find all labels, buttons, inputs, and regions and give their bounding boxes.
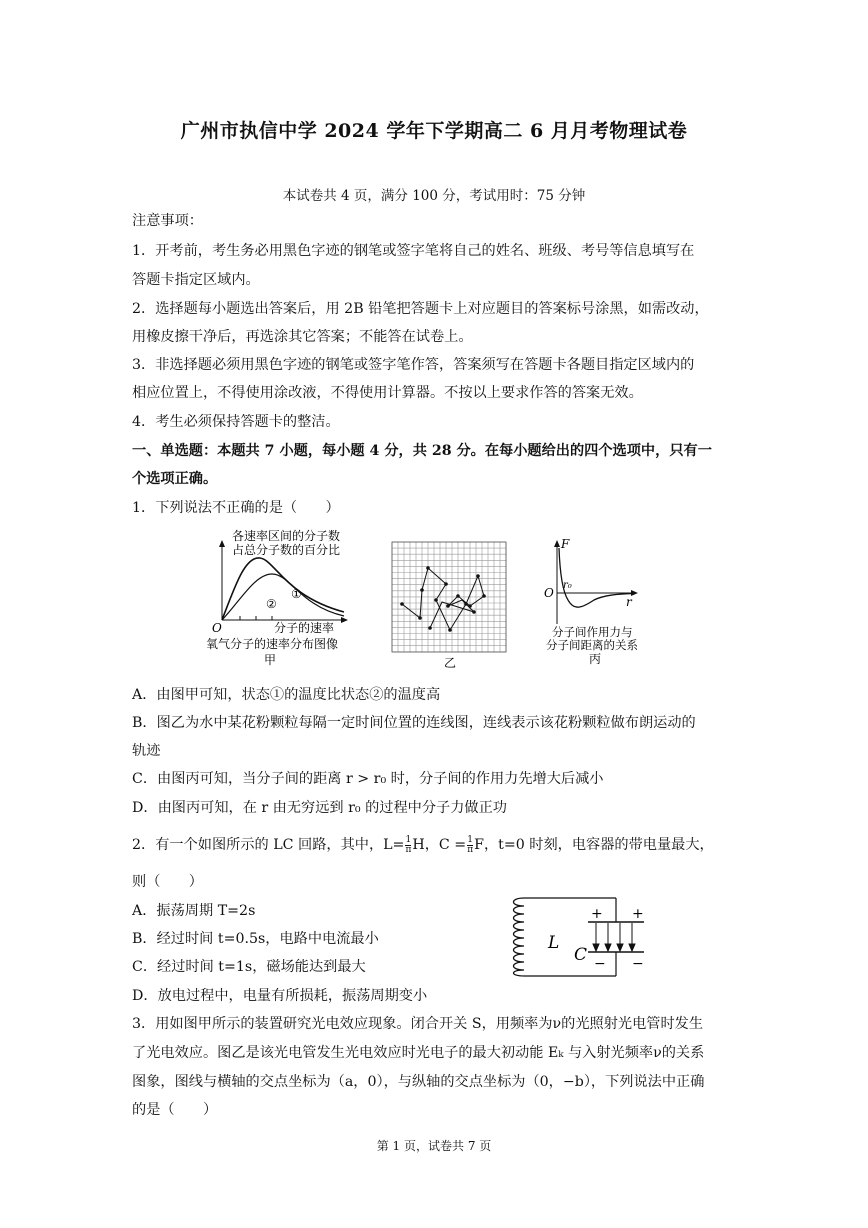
q1-option-b: B．图乙为水中某花粉颗粒每隔一定时间位置的连线图，连线表示该花粉颗粒做布朗运动的	[132, 715, 696, 731]
exam-subtitle: 本试卷共 4 页，满分 100 分，考试用时：75 分钟	[282, 188, 586, 204]
bing-caption: 分子间作用力与	[552, 625, 633, 639]
fraction-l: $\frac{1}{\pi}$	[405, 834, 412, 855]
inductor-label: L	[548, 933, 560, 953]
notice-line: 3．非选择题必须用黑色字迹的钢笔或签字笔作答，答案须写在答题卡各题目指定区域内的	[132, 357, 695, 373]
notice-line: 2．选择题每小题选出答案后，用 2B 铅笔把答题卡上对应题目的答案标号涂黑，如需改动，	[132, 301, 709, 317]
notice-line: 1．开考前，考生务必用黑色字迹的钢笔或签字笔将自己的姓名、班级、考号等信息填写在	[132, 243, 695, 259]
figure-lc-circuit	[506, 892, 662, 984]
brownian-path	[402, 568, 484, 630]
figure-bing-force-distance	[538, 536, 658, 670]
notice-line: 4．考生必须保持答题卡的整洁。	[132, 414, 340, 430]
bing-r0: r₀	[563, 580, 572, 591]
bing-tag: 丙	[589, 652, 602, 666]
curve-state-2	[222, 574, 344, 620]
curve-1-label: ①	[291, 587, 302, 601]
notice-heading: 注意事项：	[132, 213, 203, 229]
plus-sign: +	[632, 906, 644, 922]
question-3-line: 图象，图线与横轴的交点坐标为（a，0），与纵轴的交点坐标为（0，−b），下列说法中正确	[132, 1074, 705, 1090]
curve-2-label: ②	[266, 597, 277, 611]
bing-caption: 分子间距离的关系	[546, 638, 638, 652]
jia-origin: O	[212, 621, 222, 635]
inductor-coil	[514, 898, 525, 976]
jia-caption: 氧气分子的速率分布图像	[206, 637, 339, 651]
q2-option-d: D．放电过程中，电量有所损耗，振荡周期变小	[132, 988, 428, 1004]
question-2-stem: 2．有一个如图所示的 LC 回路，其中，L= $\frac{1}{\pi}$ H，C = $\frac{1}{\pi}$ F，t=0 时刻，电容器的带电量最大，	[132, 834, 714, 855]
capacitor-label: C	[574, 945, 588, 965]
section-heading: 一、单选题：本题共 7 小题，每小题 4 分，共 28 分。在每小题给出的四个选项中，只有一	[132, 443, 712, 459]
exam-title: 广州市执信中学 2024 学年下学期高二 6 月月考物理试卷	[180, 120, 688, 142]
bing-ylabel: F	[561, 537, 570, 551]
minus-sign: −	[632, 956, 644, 972]
fraction-c: $\frac{1}{\pi}$	[467, 834, 474, 855]
page-footer: 第 1 页，试卷共 7 页	[376, 1139, 492, 1153]
question-2-stem-cont: 则（ ）	[132, 874, 203, 890]
q1-option-c: C．由图丙可知，当分子间的距离 r > r₀ 时，分子间的作用力先增大后减小	[132, 771, 604, 787]
question-3-line: 了光电效应。图乙是该光电管发生光电效应时光电子的最大初动能 Eₖ 与入射光频率ν的关系	[132, 1045, 705, 1061]
q1-option-b-cont: 轨迹	[132, 743, 161, 759]
section-heading: 个选项正确。	[132, 471, 218, 487]
question-1-stem: 1．下列说法不正确的是（ ）	[132, 500, 340, 516]
bing-xlabel: r	[626, 595, 632, 609]
jia-tag: 甲	[264, 653, 277, 667]
figure-yi-brownian	[388, 540, 512, 670]
minus-sign: −	[594, 956, 606, 972]
notice-line: 用橡皮擦干净后，再选涂其它答案；不能答在试卷上。	[132, 329, 473, 345]
bing-origin: O	[544, 586, 554, 600]
notice-line: 相应位置上，不得使用涂改液，不得使用计算器。不按以上要求作答的答案无效。	[132, 385, 643, 401]
q1-option-a: A．由图甲可知，状态①的温度比状态②的温度高	[132, 687, 441, 703]
q2-option-c: C．经过时间 t=1s，磁场能达到最大	[132, 959, 366, 975]
q2-option-a: A．振荡周期 T=2s	[132, 903, 256, 919]
jia-ylabel: 占总分子数的百分比	[232, 543, 341, 557]
yi-tag: 乙	[444, 656, 457, 670]
question-3-line: 3．用如图甲所示的装置研究光电效应现象。闭合开关 S，用频率为ν的光照射光电管时发生	[132, 1016, 704, 1032]
jia-ylabel: 各速率区间的分子数	[232, 529, 341, 543]
jia-xlabel: 分子的速率	[274, 621, 335, 635]
q1-option-d: D．由图丙可知，在 r 由无穷远到 r₀ 的过程中分子力做正功	[132, 800, 507, 816]
q2-option-b: B．经过时间 t=0.5s，电路中电流最小	[132, 931, 379, 947]
plus-sign: +	[591, 906, 603, 922]
notice-line: 答题卡指定区域内。	[132, 272, 260, 288]
figure-jia-speed-distribution	[200, 526, 360, 672]
force-curve	[559, 548, 634, 607]
question-3-line: 的是（ ）	[132, 1102, 218, 1118]
curve-state-1	[222, 558, 344, 620]
